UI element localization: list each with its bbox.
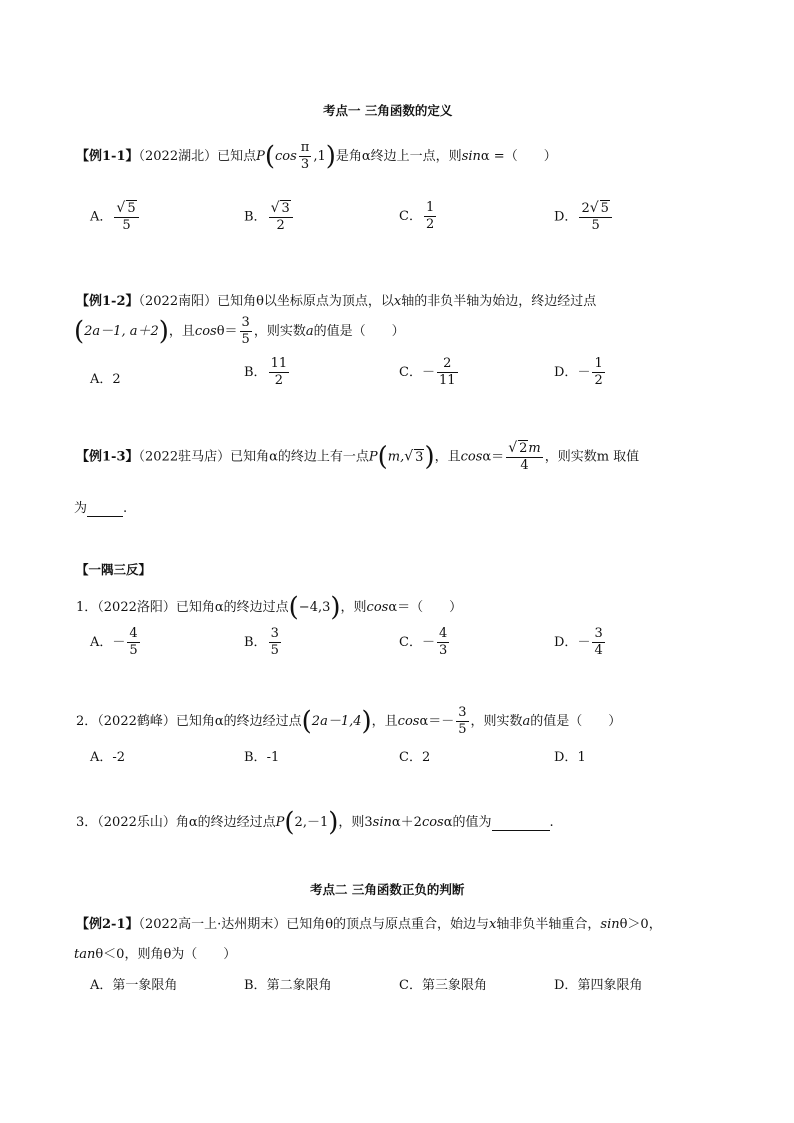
option-d[interactable]: D．第四象限角 xyxy=(554,978,643,993)
example-1-2-line1: 【例1-2】（2022南阳）已知角θ以坐标原点为顶点，以x轴的非负半轴为始边，终边经过点 xyxy=(76,294,597,309)
example-source: （2022湖北） xyxy=(138,149,218,164)
example-tag: 【例1-1】 xyxy=(76,149,139,164)
example-2-1-line2: tanθ＜0，则角θ为（ ） xyxy=(74,947,237,962)
option-a[interactable]: A．－ $\frac{4}{5}$ xyxy=(90,626,138,658)
answer-blank[interactable] xyxy=(492,815,550,831)
option-b[interactable]: B． $\frac{3}{5}$ xyxy=(244,626,279,658)
option-c[interactable]: C．第三象限角 xyxy=(399,978,487,993)
option-a[interactable]: A． $\frac{√ 5}{5}$ xyxy=(90,200,141,234)
answer-blank[interactable] xyxy=(87,501,123,517)
example-1-3-line2: 为 . xyxy=(74,501,128,516)
option-c[interactable]: C．－ $\frac{2}{11}$ xyxy=(399,356,456,388)
option-a[interactable]: A．-2 xyxy=(90,750,126,765)
section-title-1: 考点一 三角函数的定义 xyxy=(323,103,453,118)
option-c[interactable]: C． $\frac{1}{2}$ xyxy=(399,200,435,232)
option-d[interactable]: D．1 xyxy=(554,750,586,765)
option-a[interactable]: A．2 xyxy=(90,372,121,387)
option-d[interactable]: D．－ $\frac{1}{2}$ xyxy=(554,356,603,388)
question-1: 1．（2022洛阳）已知角α的终边过点(−4,3)，则cosα＝（ ） xyxy=(76,592,463,623)
option-b[interactable]: B． $\frac{11}{2}$ xyxy=(244,356,288,388)
option-d[interactable]: D． $\frac{2√ 5}{5}$ xyxy=(554,200,614,234)
question-2: 2．（2022鹤峰）已知角α的终边经过点(2a－1,4)，且cosα＝－ $\frac{3}{5}$ ，则实数a的值是（ ） xyxy=(76,705,622,737)
section-heading-yiju: 【一隅三反】 xyxy=(76,562,152,577)
example-2-1-line1: 【例2-1】（2022高一上·达州期末）已知角θ的顶点与原点重合，始边与x轴非负半轴重合，sinθ＞0， xyxy=(76,917,662,932)
option-d[interactable]: D．－ $\frac{3}{4}$ xyxy=(554,626,603,658)
option-c[interactable]: C．2 xyxy=(399,750,431,765)
example-1-1: 【例1-1】（2022湖北）已知点P(cos $\frac{\pi}{3}$ ,1)是角α终边上一点，则sinα =（ ） xyxy=(76,140,557,172)
example-1-3-line1: 【例1-3】（2022驻马店）已知角α的终边上有一点P(m,√ 3)，且cosα＝ $\frac{√ 2m}{4}$ ，则实数m 取值 xyxy=(76,440,640,473)
option-b[interactable]: B．第二象限角 xyxy=(244,978,332,993)
section-title-2: 考点二 三角函数正负的判断 xyxy=(310,882,465,897)
option-b[interactable]: B．-1 xyxy=(244,750,280,765)
option-a[interactable]: A．第一象限角 xyxy=(90,978,178,993)
example-1-2-line2: (2a－1, a＋2)，且cosθ＝ $\frac{3}{5}$ ，则实数a的值是（ ） xyxy=(74,315,405,347)
option-c[interactable]: C．－ $\frac{4}{3}$ xyxy=(399,626,448,658)
fraction-pi-3: $\frac{\pi}{3}$ xyxy=(300,140,310,172)
option-b[interactable]: B． $\frac{√ 3}{2}$ xyxy=(244,200,295,234)
question-3: 3．（2022乐山）角α的终边经过点P(2,－1)，则3sinα＋2cosα的值为 . xyxy=(76,807,554,838)
